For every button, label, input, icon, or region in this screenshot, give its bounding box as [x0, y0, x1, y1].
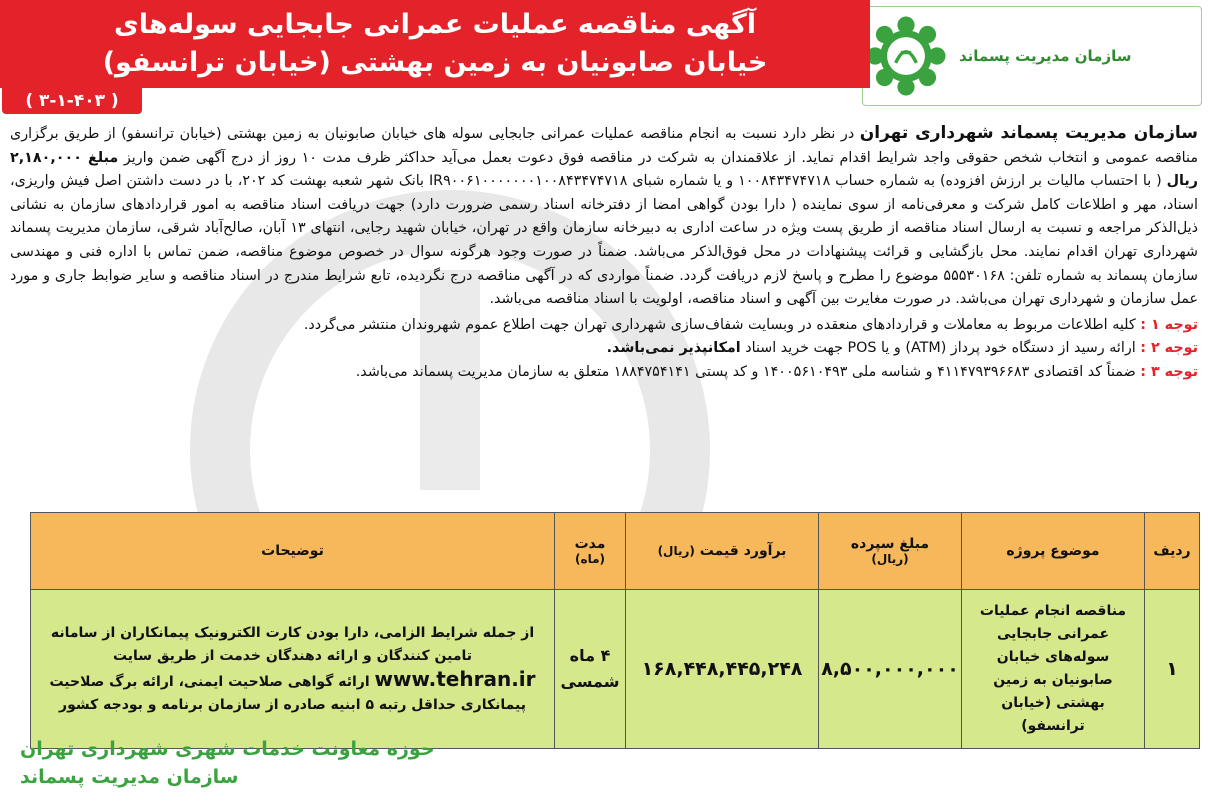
note-3: [10, 361, 1198, 385]
title-line-1: آگهی مناقصه عملیات عمرانی جابجایی سوله‌های: [114, 9, 756, 40]
cell-estimate: ۱۶۸,۴۴۸,۴۴۵,۲۴۸: [626, 590, 819, 749]
header: [0, 0, 1208, 122]
description-part-1: از جمله شرایط الزامی، دارا بودن کارت الکترونیک پیمانکاران از سامانه تامین کنندگان و ارائه دهندگان خدمت از طریق سایت: [50, 624, 535, 664]
table-row: [31, 590, 1200, 749]
header-duration-label: مدت: [574, 536, 606, 552]
header-deposit-unit: (ریال): [871, 552, 909, 566]
header-duration-unit: (ماه): [575, 552, 605, 566]
tender-code: ( ۳-۱-۴۰۳ ): [2, 88, 142, 114]
footer-signature: [20, 735, 435, 791]
cell-duration: ۴ ماه شمسی: [555, 590, 626, 749]
note-label: توجه ۱ :: [1140, 316, 1198, 333]
header-estimate-unit: (ریال): [657, 544, 695, 558]
cell-deposit: ۸,۵۰۰,۰۰۰,۰۰۰: [819, 590, 962, 749]
header-row-number: ردیف: [1145, 513, 1200, 590]
lead-organization: سازمان مدیریت پسماند شهرداری تهران: [859, 123, 1199, 143]
notes: [10, 314, 1198, 385]
tehran-website-link[interactable]: www.tehran.ir: [374, 666, 536, 691]
note-1: [10, 314, 1198, 338]
cell-description: [31, 590, 555, 749]
header-estimate-label: برآورد قیمت: [699, 543, 787, 559]
header-estimate: [626, 513, 819, 590]
organization-logo-box: [862, 6, 1202, 106]
footer-line-1: حوزه معاونت خدمات شهری شهرداری تهران: [20, 738, 435, 760]
note-label: توجه ۲ :: [1140, 340, 1198, 357]
description-part-2: ارائه گواهی صلاحیت ایمنی، ارائه برگ صلاحیت پیمانکاری حداقل رتبه ۵ ابنیه صادره از سازمان برنامه و بودجه کشور: [49, 673, 526, 713]
organization-name: سازمان مدیریت پسماند: [959, 47, 1132, 65]
cell-row-number: ۱: [1145, 590, 1200, 749]
paragraph-part-2: ( با احتساب مالیات بر ارزش افزوده) به شماره حساب ۱۰۰۸۴۳۴۷۴۷۱۸ و یا شماره شبای IR۹۰۰۶۱۰۰۰۰۰۰۰۱۰۰۸۴۳۴۷۴۷۱۸ بانک شهر شعبه بهشت کد ۲۰۲، با در دست داشتن اصل فیش واریزی، اسناد، مهر و اطلاعات کامل شرکت و معرفی‌نامه از سوی نماینده ( دارا بودن گواهی امضا از دفترخانه اسناد رسمی ضرورت دارد) جهت دریافت اسناد مناقصه به امور قراردادهای سازمان به نشانی ذیل‌الذکر مراجعه و نسبت به ارسال اسناد مناقصه از طریق پست ویژه در ساعت اداری به دبیرخانه سازمان واقع در تهران، خیابان شهید رجایی، انتهای ۱۳ آبان، صالح‌آباد شرقی، سازمان مدیریت پسماند شهرداری تهران اقدام نمایند. محل بازگشایی و قرائت پیشنهادات در محل فوق‌الذکر می‌باشد. ضمناً در صورت وجود هرگونه سوال در خصوص موضوع مناقصه، ضمن تماس با اداره فنی و مهندسی سازمان پسماند به شماره تلفن: ۵۵۵۳۰۱۶۸ موضوع را مطرح و پاسخ لازم دریافت گردد. ضمناً مواردی که در آگهی مناقصه درج نگردیده، تابع شرایط مندرج در اسناد مناقصه و سایر ضوابط جاری و مورد عمل سازمان و شهرداری تهران می‌باشد. در صورت مغایرت بین آگهی و اسناد مناقصه، اولویت با اسناد مناقصه می‌باشد.: [10, 173, 1198, 308]
note-label: توجه ۳ :: [1140, 363, 1198, 380]
cell-subject: مناقصه انجام عملیات عمرانی جابجایی سوله‌های خیابان صابونیان به زمین بهشتی (خیابان ترانسفو): [962, 590, 1145, 749]
header-duration: [555, 513, 626, 590]
table-header-row: [31, 513, 1200, 590]
footer-line-2: سازمان مدیریت پسماند: [20, 766, 239, 788]
tehran-municipality-logo-icon: [863, 13, 949, 99]
header-deposit-label: مبلغ سپرده: [850, 536, 930, 552]
note-emphasis: امکانپذیر نمی‌باشد.: [606, 340, 741, 357]
advertisement-title: [0, 0, 870, 88]
advertisement-body: [10, 122, 1198, 385]
title-line-2: خیابان صابونیان به زمین بهشتی (خیابان ترانسفو): [102, 47, 768, 78]
payment-amount: مبلغ ۲,۱۸۰,۰۰۰ ریال: [10, 149, 1199, 190]
header-deposit: [819, 513, 962, 590]
header-subject: موضوع پروژه: [962, 513, 1145, 590]
main-paragraph: [10, 122, 1198, 312]
note-text: کلیه اطلاعات مربوط به معاملات و قراردادهای منعقده در وبسایت شفاف‌سازی شهرداری تهران جهت اطلاع عموم شهروندان منتشر می‌گردد.: [303, 316, 1136, 333]
header-description: توضیحات: [31, 513, 555, 590]
paragraph-part-1: در نظر دارد نسبت به انجام مناقصه عملیات عمرانی جابجایی سوله های خیابان صابونیان به زمین بهشتی (خیابان ترانسفو) از طریق برگزاری مناقصه عمومی و انتخاب شخص حقوقی واجد شرایط اقدام نماید. از علاقمندان به شرکت در مناقصه فوق دعوت بعمل می‌آید حداکثر ظرف مدت ۱۰ روز از درج آگهی ضمن واریز: [10, 126, 1199, 166]
tender-table: [30, 512, 1200, 749]
note-text: ارائه رسید از دستگاه خود پرداز (ATM) و یا POS جهت خرید اسناد: [745, 340, 1136, 357]
note-text: ضمناً کد اقتصادی ۴۱۱۴۷۹۳۹۶۶۸۳ و شناسه ملی ۱۴۰۰۵۶۱۰۴۹۳ و کد پستی ۱۸۸۴۷۵۴۱۴۱ متعلق به سازمان مدیریت پسماند می‌باشد.: [355, 363, 1136, 380]
note-2: [10, 337, 1198, 361]
